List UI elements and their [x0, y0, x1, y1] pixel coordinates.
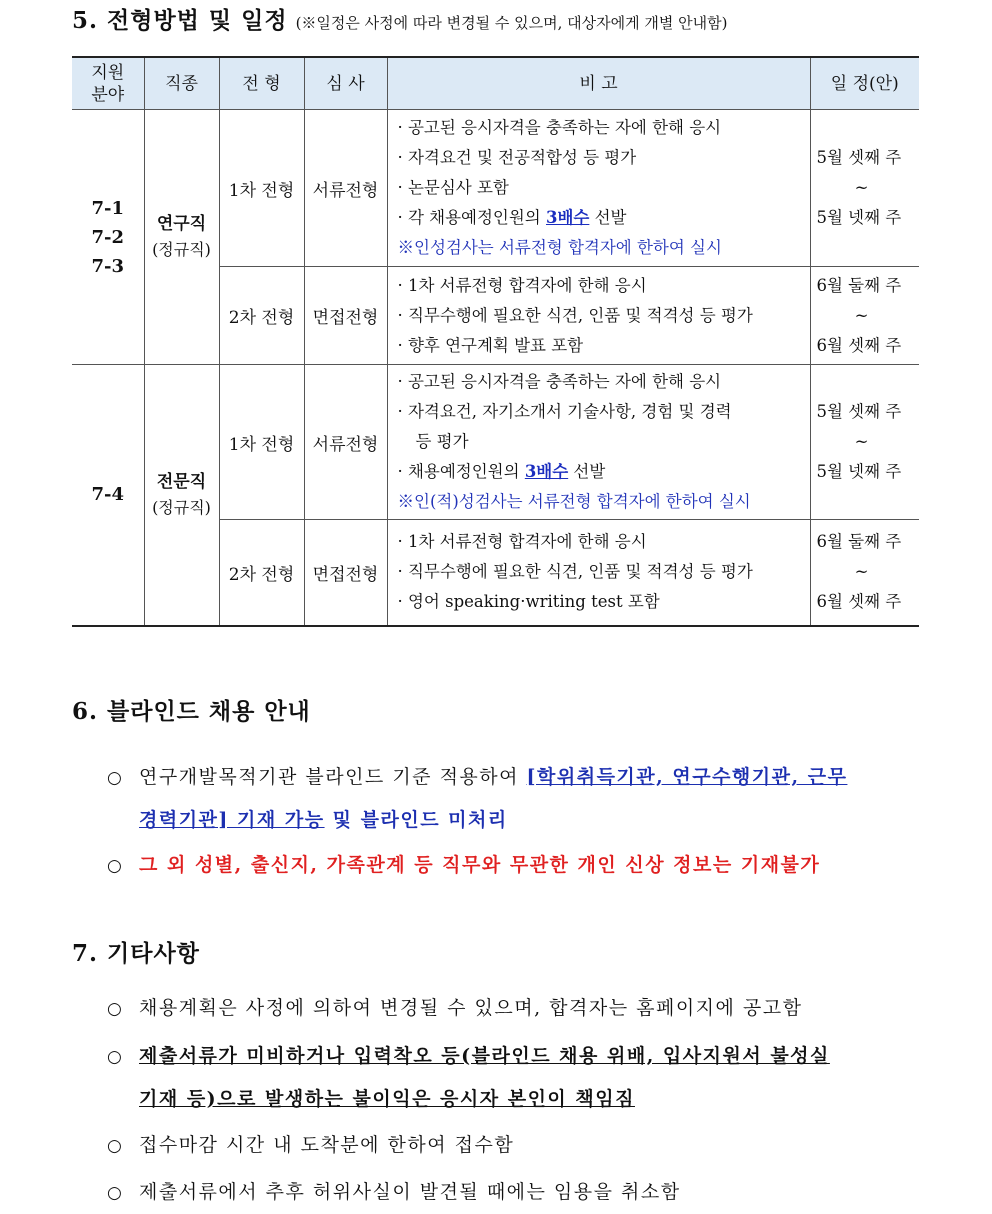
field-cell: 7-1 7-2 7-3 — [72, 110, 144, 365]
schedule-cell: 5월 셋째 주 ~ 5월 넷째 주 — [810, 365, 919, 520]
table-row — [72, 365, 919, 520]
job-cell: 전문직 (정규직) — [144, 365, 219, 626]
stage-cell: 2차 전형 — [219, 520, 304, 626]
highlight-3x: 3배수 — [546, 208, 590, 227]
remarks-cell: · 1차 서류전형 합격자에 한해 응시 · 직무수행에 필요한 식견, 인품 및 적격성 등 평가 · 영어 speaking·writing test 포함 — [387, 520, 810, 626]
header-stage: 전 형 — [219, 57, 304, 110]
section-5-title: 5. 전형방법 및 일정 — [72, 7, 288, 34]
header-job: 직종 — [144, 57, 219, 110]
highlight-3x: 3배수 — [524, 462, 569, 481]
header-schedule: 일 정(안) — [810, 57, 919, 110]
remarks-cell: · 공고된 응시자격을 충족하는 자에 한해 응시 · 자격요건, 자기소개서 기술사항, 경험 및 경력 등 평가 · 채용예정인원의 3배수 선발 ※인(적)성검사는 서류전형 합격자에 한하여 실시 — [387, 365, 810, 520]
remarks-cell: · 공고된 응시자격을 충족하는 자에 한해 응시 · 자격요건 및 전공적합성 등 평가 · 논문심사 포함 · 각 채용예정인원의 3배수 선발 ※인성검사는 서류전형 합격자에 한하여 실시 — [387, 110, 810, 267]
circle-bullet-icon: ○ — [107, 768, 124, 788]
blue-note: ※인(적)성검사는 서류전형 합격자에 한하여 실시 — [397, 492, 751, 511]
circle-bullet-icon: ○ — [107, 1136, 124, 1156]
misc-bullet-1: ○ 채용계획은 사정에 의하여 변경될 수 있으며, 합격자는 홈페이지에 공고함 — [107, 993, 802, 1024]
review-cell: 면접전형 — [304, 520, 387, 626]
review-cell: 면접전형 — [304, 267, 387, 365]
circle-bullet-icon: ○ — [107, 1047, 124, 1067]
section-6-title: 6. 블라인드 채용 안내 — [72, 698, 311, 725]
section-5-heading — [72, 2, 727, 35]
table-header-row — [72, 57, 919, 110]
schedule-table — [72, 56, 919, 627]
misc-bullet-4: ○ 제출서류에서 추후 허위사실이 발견될 때에는 임용을 취소함 — [107, 1177, 681, 1208]
blue-note: ※인성검사는 서류전형 합격자에 한하여 실시 — [397, 238, 722, 257]
blind-bullet-2: ○ 그 외 성별, 출신지, 가족관계 등 직무와 무관한 개인 신상 정보는 기재불가 — [107, 850, 820, 881]
misc-bullet-2: ○ 제출서류가 미비하거나 입력착오 등(블라인드 채용 위배, 입사지원서 불성실 기재 등)으로 발생하는 불이익은 응시자 본인이 책임짐 — [107, 1041, 830, 1114]
job-cell: 연구직 (정규직) — [144, 110, 219, 365]
circle-bullet-icon: ○ — [107, 999, 124, 1019]
schedule-cell: 5월 셋째 주 ~ 5월 넷째 주 — [810, 110, 919, 267]
review-cell: 서류전형 — [304, 110, 387, 267]
stage-cell: 1차 전형 — [219, 365, 304, 520]
misc-bullet-3: ○ 접수마감 시간 내 도착분에 한하여 접수함 — [107, 1130, 514, 1161]
table-row — [72, 110, 919, 267]
section-7-title: 7. 기타사항 — [72, 940, 200, 967]
circle-bullet-icon: ○ — [107, 1183, 124, 1203]
stage-cell: 2차 전형 — [219, 267, 304, 365]
remarks-cell: · 1차 서류전형 합격자에 한해 응시 · 직무수행에 필요한 식견, 인품 및 적격성 등 평가 · 향후 연구계획 발표 포함 — [387, 267, 810, 365]
schedule-cell: 6월 둘째 주 ~ 6월 셋째 주 — [810, 520, 919, 626]
stage-cell: 1차 전형 — [219, 110, 304, 267]
header-field: 지원 분야 — [72, 57, 144, 110]
header-remarks: 비 고 — [387, 57, 810, 110]
schedule-cell: 6월 둘째 주 ~ 6월 셋째 주 — [810, 267, 919, 365]
review-cell: 서류전형 — [304, 365, 387, 520]
blind-bullet-1: ○ 연구개발목적기관 블라인드 기준 적용하여 [학위취득기관, 연구수행기관, 근무 경력기관] 기재 가능 및 블라인드 미처리 — [107, 762, 927, 835]
field-cell: 7-4 — [72, 365, 144, 626]
circle-bullet-icon: ○ — [107, 856, 124, 876]
header-review: 심 사 — [304, 57, 387, 110]
section-5-note: (※일정은 사정에 따라 변경될 수 있으며, 대상자에게 개별 안내함) — [295, 14, 728, 32]
